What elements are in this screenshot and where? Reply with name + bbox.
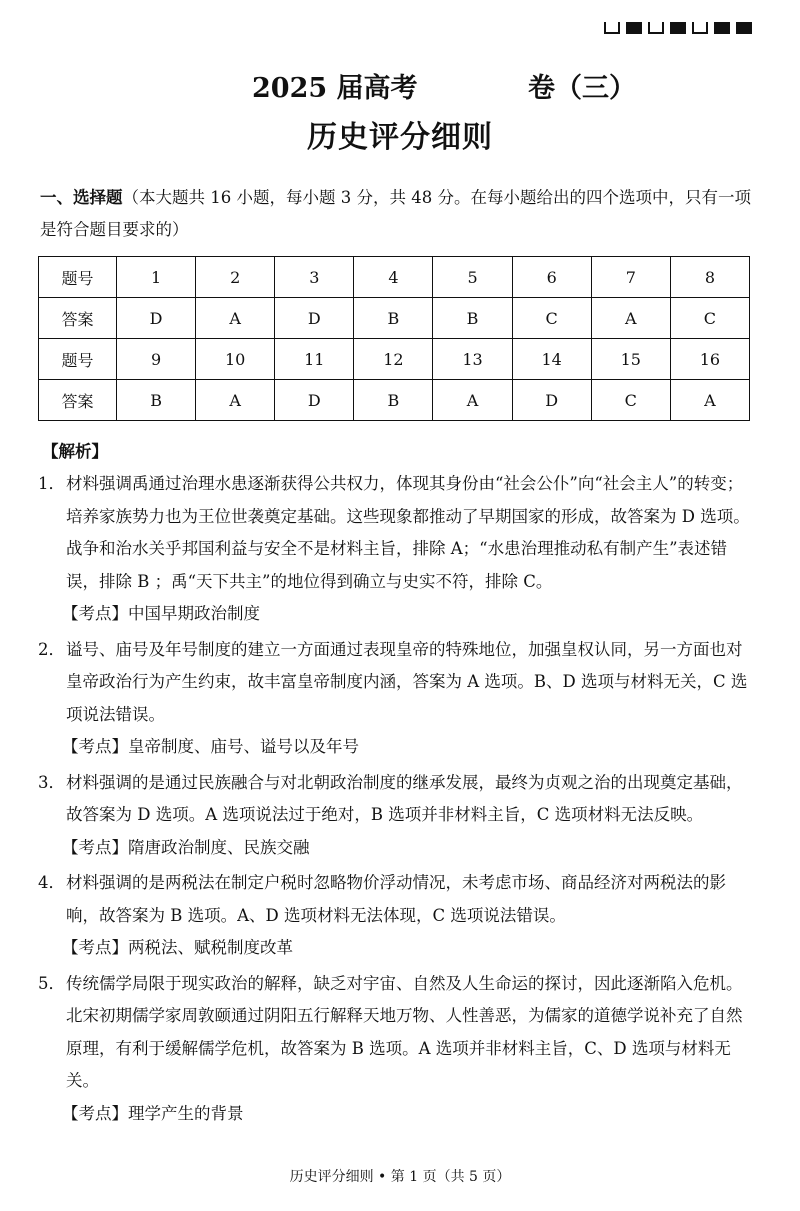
answer-cell: A bbox=[433, 380, 512, 421]
kaodian-note: 【考点】皇帝制度、庙号、谥号以及年号 bbox=[62, 737, 359, 756]
question-number: 14 bbox=[512, 339, 591, 380]
answer-cell: D bbox=[117, 298, 196, 339]
question-number: 4 bbox=[354, 257, 433, 298]
question-number: 8 bbox=[670, 257, 749, 298]
question-number: 9 bbox=[117, 339, 196, 380]
item-number: 3． bbox=[38, 772, 65, 792]
page-title: 历史评分细则 bbox=[307, 120, 493, 155]
answer-cell: B bbox=[117, 380, 196, 421]
question-number: 15 bbox=[591, 339, 670, 380]
answer-cell: D bbox=[275, 298, 354, 339]
answer-cell: A bbox=[591, 298, 670, 339]
page-footer: 历史评分细则 • 第 1 页（共 5 页） bbox=[289, 1169, 511, 1185]
analysis-item bbox=[38, 634, 754, 732]
section-label: 一、选择题 bbox=[40, 188, 123, 207]
answer-cell: A bbox=[196, 298, 275, 339]
table-row bbox=[39, 298, 750, 339]
table-row bbox=[39, 339, 750, 380]
row-label: 题号 bbox=[39, 339, 117, 380]
item-text: 材料强调的是通过民族融合与对北朝政治制度的继承发展，最终为贞观之治的出现奠定基础，故答案为 D 选项。A 选项说法过于绝对，B 选项并非材料主旨，C 选项材料无法反映。 bbox=[66, 772, 743, 824]
item-number: 5． bbox=[38, 973, 65, 993]
section-description: （本大题共 16 小题，每小题 3 分，共 48 分。在每小题给出的四个选项中，只有一项是符合题目要求的） bbox=[40, 188, 751, 239]
analysis-list bbox=[38, 468, 754, 1133]
answer-cell: B bbox=[354, 380, 433, 421]
question-number: 5 bbox=[433, 257, 512, 298]
table-row bbox=[39, 380, 750, 421]
answer-cell: D bbox=[275, 380, 354, 421]
analysis-item bbox=[38, 468, 754, 598]
analysis-item bbox=[38, 867, 754, 932]
answer-cell: C bbox=[512, 298, 591, 339]
corner-mark bbox=[670, 22, 686, 34]
answer-table bbox=[38, 256, 750, 421]
answer-cell: D bbox=[512, 380, 591, 421]
corner-mark bbox=[626, 22, 642, 34]
corner-mark bbox=[714, 22, 730, 34]
corner-mark bbox=[692, 22, 708, 34]
exam-title-volume: 卷（三） bbox=[528, 73, 636, 104]
section-intro bbox=[40, 182, 755, 246]
corner-mark bbox=[604, 22, 620, 34]
answer-cell: C bbox=[591, 380, 670, 421]
item-number: 1． bbox=[38, 474, 65, 493]
question-number: 11 bbox=[275, 339, 354, 380]
item-text: 材料强调的是两税法在制定户税时忽略物价浮动情况，未考虑市场、商品经济对两税法的影响，故答案为 B 选项。A、D 选项材料无法体现，C 选项说法错误。 bbox=[66, 873, 726, 925]
answer-cell: A bbox=[670, 380, 749, 421]
question-number: 12 bbox=[354, 339, 433, 380]
item-text: 谥号、庙号及年号制度的建立一方面通过表现皇帝的特殊地位，加强皇权认同，另一方面也对皇帝政治行为产生约束，故丰富皇帝制度内涵，答案为 A 选项。B、D 选项与材料无关，C 选项说法错误。 bbox=[66, 639, 748, 724]
answer-cell: B bbox=[354, 298, 433, 339]
question-number: 7 bbox=[591, 257, 670, 298]
question-number: 10 bbox=[196, 339, 275, 380]
question-number: 2 bbox=[196, 257, 275, 298]
answer-cell: B bbox=[433, 298, 512, 339]
answer-cell: C bbox=[670, 298, 749, 339]
question-number: 1 bbox=[117, 257, 196, 298]
kaodian-note: 【考点】理学产生的背景 bbox=[62, 1103, 244, 1123]
corner-mark bbox=[736, 22, 752, 34]
question-number: 6 bbox=[512, 257, 591, 298]
table-row bbox=[39, 257, 750, 298]
kaodian-note: 【考点】隋唐政治制度、民族交融 bbox=[62, 837, 310, 857]
kaodian-note: 【考点】两税法、赋税制度改革 bbox=[62, 938, 293, 957]
item-text: 材料强调禹通过治理水患逐渐获得公共权力，体现其身份由“社会公仆”向“社会主人”的转变；培养家族势力也为王位世袭奠定基础。这些现象都推动了早期国家的形成，故答案为 D 选项。战争和治水关乎邦国利益与安全不是材料主旨，排除 A；“水患治理推动私有制产生”表述错误，排除 B ；禹“天下共主”的地位得到确立与史实不符，排除 C。 bbox=[66, 474, 750, 591]
answer-cell: A bbox=[196, 380, 275, 421]
row-label: 题号 bbox=[39, 257, 117, 298]
item-number: 2． bbox=[38, 639, 65, 659]
item-text: 传统儒学局限于现实政治的解释，缺乏对宇宙、自然及人生命运的探讨，因此逐渐陷入危机。北宋初期儒学家周敦颐通过阴阳五行解释天地万物、人性善恶，为儒家的道德学说补充了自然原理，有利于缓解儒学危机，故答案为 B 选项。A 选项并非材料主旨，C、D 选项与材料无关。 bbox=[66, 973, 743, 1090]
corner-mark bbox=[648, 22, 664, 34]
question-number: 13 bbox=[433, 339, 512, 380]
kaodian-note: 【考点】中国早期政治制度 bbox=[62, 604, 260, 623]
analysis-item bbox=[38, 767, 754, 832]
analysis-item bbox=[38, 968, 754, 1098]
analysis-heading: 【解析】 bbox=[42, 442, 108, 461]
question-number: 3 bbox=[275, 257, 354, 298]
exam-title-year: 2025 届高考 bbox=[252, 73, 418, 104]
page-corner-marks bbox=[604, 22, 752, 34]
row-label: 答案 bbox=[39, 380, 117, 421]
row-label: 答案 bbox=[39, 298, 117, 339]
item-number: 4． bbox=[38, 873, 65, 892]
question-number: 16 bbox=[670, 339, 749, 380]
